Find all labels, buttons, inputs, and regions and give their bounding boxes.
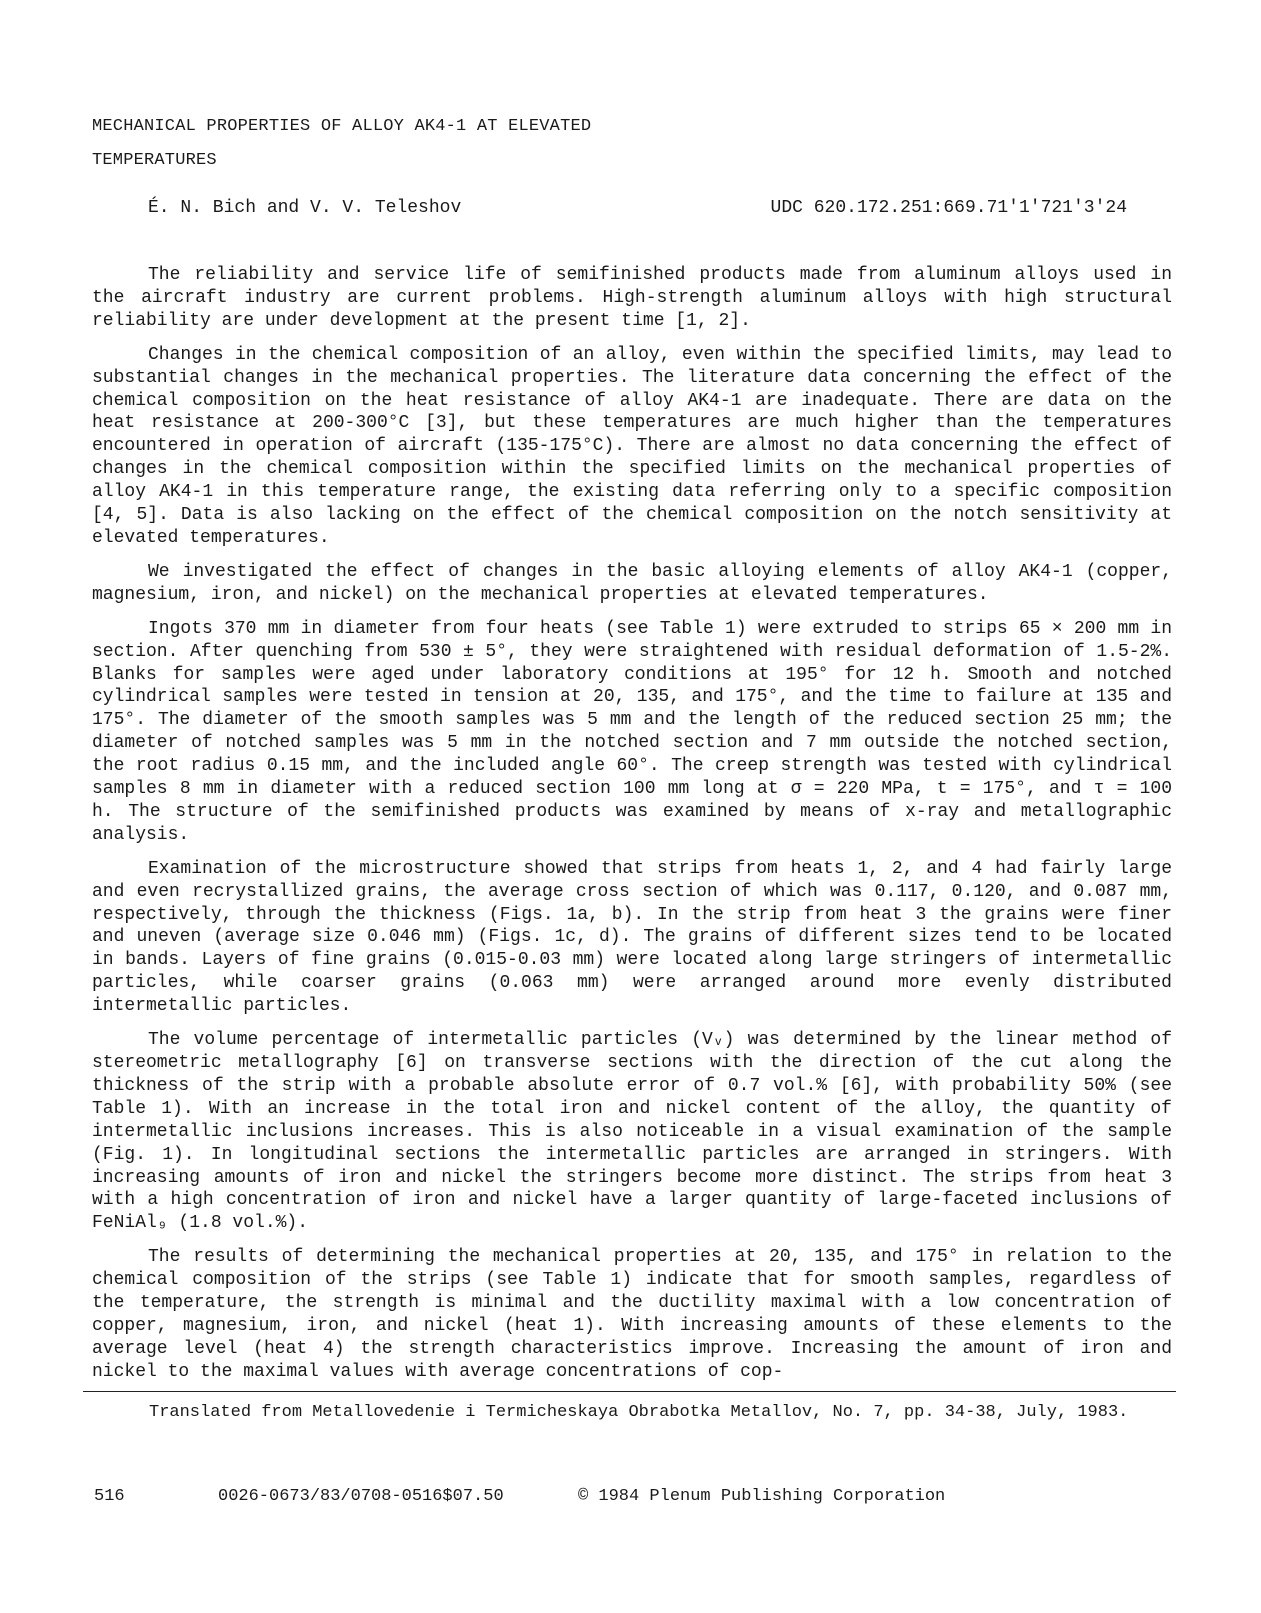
- paragraph-4: Ingots 370 mm in diameter from four heats (see Table 1) were extruded to strips 65 × 200 mm in section. After quenching from 530 ± 5°, they were straightened with residual deformation of 1.5-2%. Blanks for samples were aged under laboratory conditions at 195° for 12 h. Smooth and notched cylindrical samples were tested in tension at 20, 135, and 175°, and the time to failure at 135 and 175°. The diameter of the smooth samples was 5 mm and the length of the reduced section 25 mm; the diameter of notched samples was 5 mm in the notched section and 7 mm outside the notched section, the root radius 0.15 mm, and the included angle 60°. The creep strength was tested with cylindrical samples 8 mm in diameter with a reduced section 100 mm long at σ = 220 MPa, t = 175°, and τ = 100 h. The structure of the semifinished products was examined by means of x-ray and metallographic analysis.: [92, 618, 1172, 845]
- paragraph-2: Changes in the chemical composition of an alloy, even within the specified limits, may lead to substantial changes in the mechanical properties. The literature data concerning the effect of the chemical composition on the heat resistance of alloy AK4-1 are inadequate. There are data on the heat resistance at 200-300°C [3], but these temperatures are much higher than the temperatures encountered in operation of aircraft (135-175°C). There are almost no data concerning the effect of changes in the chemical composition within the specified limits on the mechanical properties of alloy AK4-1 in this temperature range, the existing data referring only to a specific composition [4, 5]. Data is also lacking on the effect of the chemical composition on the notch sensitivity at elevated temperatures.: [92, 344, 1172, 548]
- paragraph-5: Examination of the microstructure showed that strips from heats 1, 2, and 4 had fairly large and even recrystallized grains, the average cross section of which was 0.117, 0.120, and 0.087 mm, respectively, through the thickness (Figs. 1a, b). In the strip from heat 3 the grains were finer and uneven (average size 0.046 mm) (Figs. 1c, d). The grains of different sizes tend to be located in bands. Layers of fine grains (0.015-0.03 mm) were located along large stringers of intermetallic particles, while coarser grains (0.063 mm) were arranged around more evenly distributed intermetallic particles.: [92, 858, 1172, 1017]
- paragraph-1: The reliability and service life of semifinished products made from aluminum alloys used in the aircraft industry are current problems. High-strength aluminum alloys with high structural reliability are under development at the present time [1, 2].: [92, 265, 1172, 331]
- article-title-line-1: MECHANICAL PROPERTIES OF ALLOY AK4-1 AT ELEVATED: [92, 117, 592, 136]
- copyright-notice: © 1984 Plenum Publishing Corporation: [578, 1487, 946, 1506]
- article-title-line-2: TEMPERATURES: [92, 151, 217, 170]
- paragraph-7: The results of determining the mechanical properties at 20, 135, and 175° in relation to the chemical composition of the strips (see Table 1) indicate that for smooth samples, regardless of the temperature, the strength is minimal and the ductility maximal with a low concentration of copper, magnesium, iron, and nickel (heat 1). With increasing amounts of these elements to the average level (heat 4) the strength characteristics improve. Increasing the amount of iron and nickel to the maximal values with average concentrations of cop-: [92, 1247, 1172, 1382]
- translation-footnote: Translated from Metallovedenie i Termicheskaya Obrabotka Metallov, No. 7, pp. 34-38, July, 1983.: [149, 1403, 1129, 1422]
- page-number: 516: [94, 1487, 125, 1506]
- authors: É. N. Bich and V. V. Teleshov: [148, 198, 462, 218]
- journal-code: 0026-0673/83/0708-0516$07.50: [218, 1487, 504, 1506]
- paragraph-3: We investigated the effect of changes in the basic alloying elements of alloy AK4-1 (copper, magnesium, iron, and nickel) on the mechanical properties at elevated temperatures.: [92, 561, 1172, 605]
- paragraph-6: The volume percentage of intermetallic particles (Vᵥ) was determined by the linear method of stereometric metallography [6] on transverse sections with the direction of the cut along the thickness of the strip with a probable absolute error of 0.7 vol.% [6], with probability 50% (see Table 1). With an increase in the total iron and nickel content of the alloy, the quantity of intermetallic inclusions increases. This is also noticeable in a visual examination of the sample (Fig. 1). In longitudinal sections the intermetallic particles are arranged in stringers. With increasing amounts of iron and nickel the stringers become more distinct. The strips from heat 3 with a high concentration of iron and nickel have a larger quantity of large-faceted inclusions of FeNiAl₉ (1.8 vol.%).: [92, 1030, 1172, 1234]
- footnote-divider: [83, 1391, 1176, 1392]
- article-body: [92, 264, 1172, 1395]
- udc-code: UDC 620.172.251:669.71'1'721'3'24: [770, 198, 1127, 218]
